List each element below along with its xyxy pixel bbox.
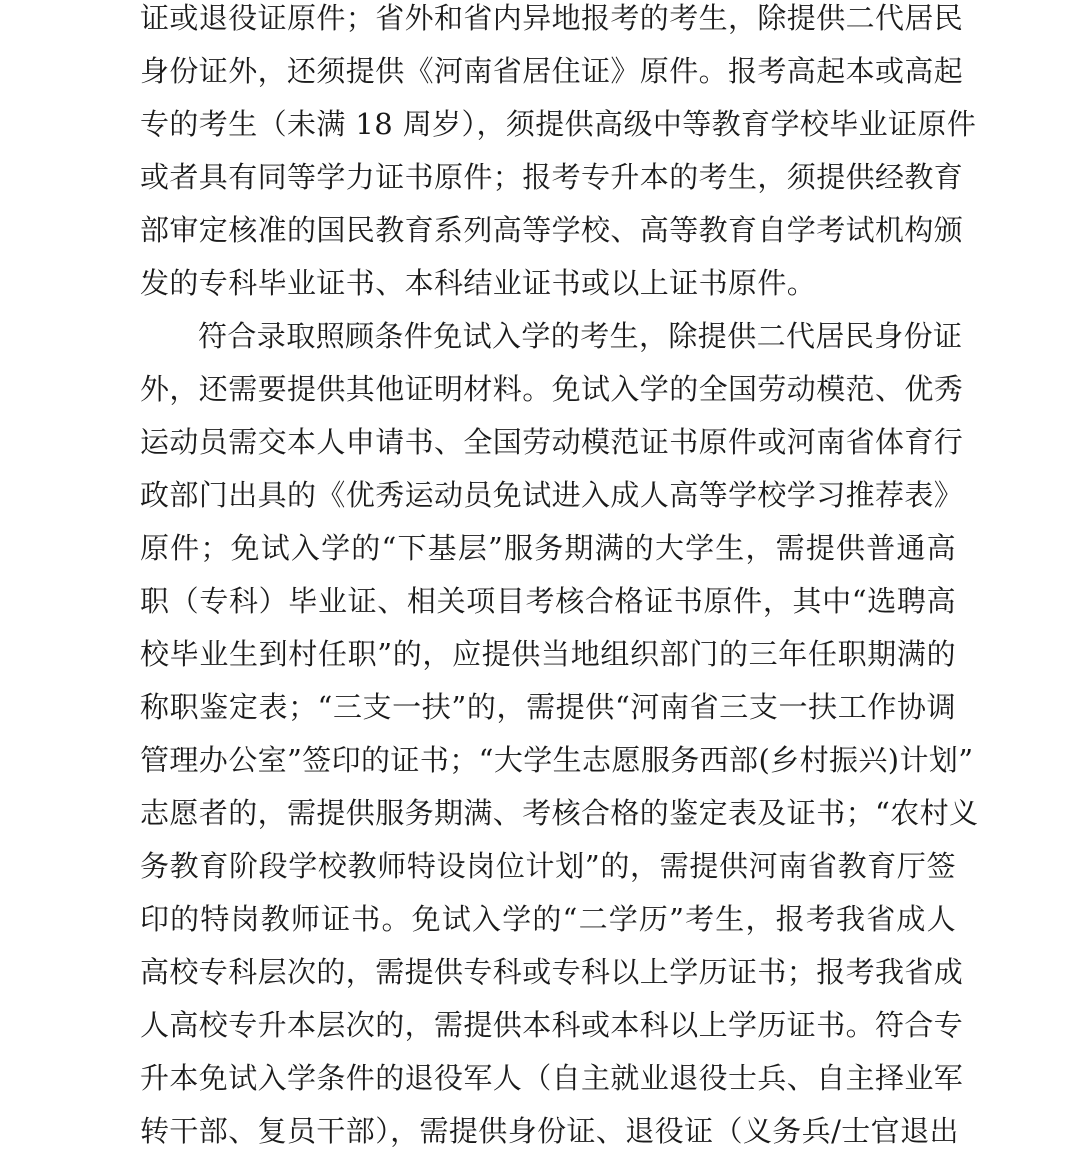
text-line: 人高校专升本层次的，需提供本科或本科以上学历证书。符合专 (140, 1008, 964, 1042)
text-line: 外，还需要提供其他证明材料。免试入学的全国劳动模范、优秀 (140, 372, 964, 406)
text-line: 务教育阶段学校教师特设岗位计划”的，需提供河南省教育厅签 (140, 849, 956, 883)
text-line: 职（专科）毕业证、相关项目考核合格证书原件，其中“选聘高 (140, 584, 956, 618)
text-line: 志愿者的，需提供服务期满、考核合格的鉴定表及证书；“农村义 (140, 796, 979, 830)
text-line: 证或退役证原件；省外和省内异地报考的考生，除提供二代居民 (140, 1, 964, 35)
text-line: 专的考生（未满 18 周岁），须提供高级中等教育学校毕业证原件 (140, 107, 977, 141)
text-line: 管理办公室”签印的证书；“大学生志愿服务西部(乡村振兴)计划” (140, 743, 974, 777)
text-line: 符合录取照顾条件免试入学的考生，除提供二代居民身份证 (198, 319, 963, 353)
text-line: 高校专科层次的，需提供专科或专科以上学历证书；报考我省成 (140, 955, 964, 989)
text-line: 运动员需交本人申请书、全国劳动模范证书原件或河南省体育行 (140, 425, 964, 459)
text-line: 转干部、复员干部），需提供身份证、退役证（义务兵/士官退出 (140, 1114, 959, 1148)
text-line: 身份证外，还须提供《河南省居住证》原件。报考高起本或高起 (140, 54, 964, 88)
text-line: 政部门出具的《优秀运动员免试进入成人高等学校学习推荐表》 (140, 478, 964, 512)
text-line: 称职鉴定表；“三支一扶”的，需提供“河南省三支一扶工作协调 (140, 690, 956, 724)
text-line: 发的专科毕业证书、本科结业证书或以上证书原件。 (140, 266, 817, 300)
text-line: 升本免试入学条件的退役军人（自主就业退役士兵、自主择业军 (140, 1061, 964, 1095)
text-line: 原件；免试入学的“下基层”服务期满的大学生，需提供普通高 (140, 531, 956, 565)
text-line: 或者具有同等学力证书原件；报考专升本的考生，须提供经教育 (140, 160, 964, 194)
text-line: 校毕业生到村任职”的，应提供当地组织部门的三年任职期满的 (140, 637, 956, 671)
text-line: 印的特岗教师证书。免试入学的“二学历”考生，报考我省成人 (140, 902, 956, 936)
text-line: 部审定核准的国民教育系列高等学校、高等教育自学考试机构颁 (140, 213, 964, 247)
